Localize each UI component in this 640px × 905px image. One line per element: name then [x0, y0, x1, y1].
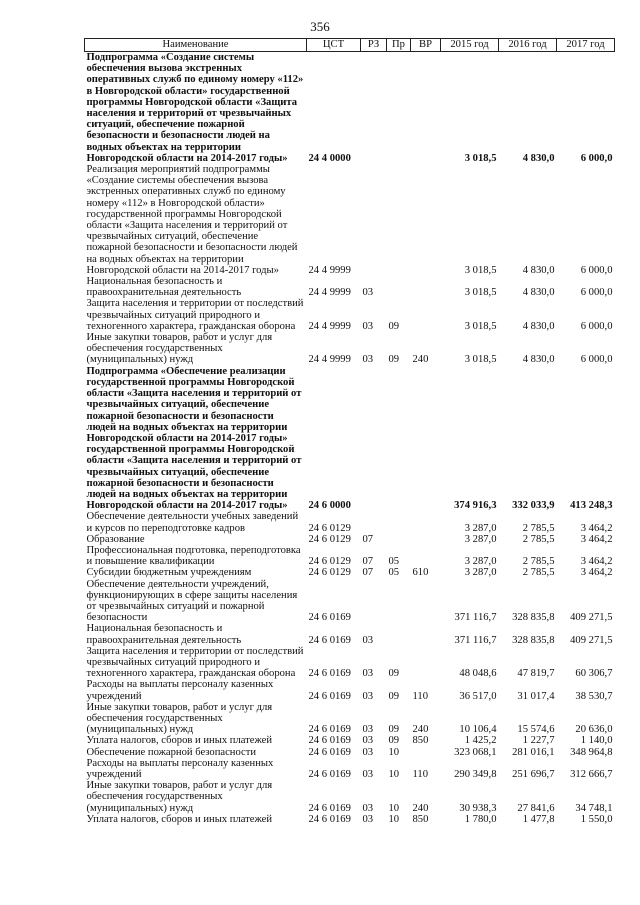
row-section: 03	[362, 668, 374, 680]
row-expense-type: 240	[412, 802, 429, 814]
row-section: 03	[362, 802, 374, 814]
row-value-2015: 3 287,0	[464, 522, 497, 534]
row-section: 03	[362, 634, 374, 646]
row-value-2016: 2 785,5	[522, 522, 555, 534]
row-name: Уплата налогов, сборов и иных платежей	[86, 735, 273, 747]
row-value-2017: 413 248,3	[570, 500, 613, 512]
row-value-2015: 3 018,5	[464, 264, 497, 276]
row-section: 03	[362, 746, 374, 758]
row-value-2015: 30 938,3	[459, 802, 497, 814]
row-section	[361, 511, 387, 533]
row-code: 24 6 0169	[308, 746, 351, 758]
row-name: Национальная безопасность и правоохранительная деятельность	[86, 276, 242, 299]
row-subsection: 10	[388, 802, 400, 814]
row-name: Расходы на выплаты персоналу казенных учреждений	[86, 679, 274, 702]
row-value-2015: 10 106,4	[459, 724, 497, 736]
row-section: 03	[362, 690, 374, 702]
row-value-2016: 4 830,0	[522, 152, 555, 164]
row-value-2016: 1 477,8	[522, 813, 555, 825]
row-value-2017: 3 464,2	[580, 556, 613, 568]
table-row	[85, 814, 615, 825]
row-value-2015: 3 287,0	[464, 533, 497, 545]
row-value-2016: 4 830,0	[522, 354, 555, 366]
header-section: РЗ	[361, 39, 387, 52]
row-value-2015: 374 916,3	[454, 500, 497, 512]
row-value-2016: 328 835,8	[512, 634, 555, 646]
row-name: Обеспечение пожарной безопасности	[86, 746, 257, 758]
row-subsection: 05	[388, 556, 400, 568]
row-value-2015: 1 780,0	[464, 813, 497, 825]
row-value-2015: 36 517,0	[459, 690, 497, 702]
row-value-2015: 3 018,5	[464, 320, 497, 332]
row-subsection	[387, 366, 411, 512]
row-value-2015: 3 287,0	[464, 567, 497, 579]
row-name: Образование	[86, 533, 145, 545]
row-value-2016: 15 574,6	[517, 724, 555, 736]
row-value-2017: 34 748,1	[575, 802, 613, 814]
row-name: Профессиональная подготовка, переподготовка и повышение квалификации	[86, 544, 301, 568]
row-expense-type	[411, 366, 441, 512]
row-section: 03	[362, 724, 374, 736]
row-section: 07	[362, 556, 374, 568]
row-value-2017: 409 271,5	[570, 612, 613, 624]
row-value-2016: 1 227,7	[522, 735, 555, 747]
row-expense-type: 850	[412, 735, 429, 747]
row-expense-type	[411, 623, 441, 645]
row-subsection	[387, 164, 411, 276]
row-expense-type	[411, 298, 441, 332]
row-subsection: 10	[388, 813, 400, 825]
row-subsection: 09	[388, 690, 400, 702]
row-code: 24 6 0129	[308, 556, 351, 568]
row-value-2015: 371 116,7	[454, 634, 497, 646]
row-value-2016: 2 785,5	[522, 556, 555, 568]
row-value-2017: 312 666,7	[570, 769, 613, 780]
table-row	[85, 511, 615, 533]
row-section: 03	[362, 320, 374, 332]
row-code: 24 6 0169	[308, 668, 351, 680]
row-expense-type	[411, 646, 441, 680]
row-subsection	[387, 534, 411, 545]
row-subsection	[387, 511, 411, 533]
table-row	[85, 164, 615, 276]
row-expense-type: 610	[412, 567, 429, 579]
row-section	[361, 52, 387, 165]
table-row	[85, 545, 615, 567]
header-name: Наименование	[85, 39, 307, 52]
row-section	[361, 164, 387, 276]
row-name: Защита населения и территории от последствий чрезвычайных ситуаций природного и техногенного характера, гражданская оборона	[86, 298, 304, 332]
table-row	[85, 623, 615, 645]
budget-table	[84, 38, 615, 825]
row-code: 24 6 0129	[308, 533, 351, 545]
table-row	[85, 534, 615, 545]
row-value-2017: 6 000,0	[580, 320, 613, 332]
row-code: 24 6 0000	[308, 500, 351, 512]
table-row	[85, 332, 615, 366]
row-name: Уплата налогов, сборов и иных платежей	[86, 813, 273, 825]
row-expense-type: 240	[412, 354, 429, 366]
row-name: Иные закупки товаров, работ и услуг для обеспечения государственных (муниципальных) нужд	[86, 332, 273, 366]
table-row	[85, 758, 615, 780]
row-value-2015: 3 287,0	[464, 556, 497, 568]
row-section: 07	[362, 567, 374, 579]
row-expense-type	[411, 276, 441, 298]
row-expense-type	[411, 579, 441, 624]
row-value-2015: 3 018,5	[464, 354, 497, 366]
header-expense-type: ВР	[411, 39, 441, 52]
row-value-2016: 47 819,7	[517, 668, 555, 680]
row-value-2016: 4 830,0	[522, 287, 555, 299]
row-section: 03	[362, 769, 374, 780]
row-code: 24 6 0169	[308, 769, 351, 780]
row-value-2017: 60 306,7	[575, 668, 613, 680]
table-row	[85, 298, 615, 332]
row-value-2016: 281 016,1	[512, 746, 555, 758]
row-section: 07	[362, 533, 374, 545]
row-name: Национальная безопасность и правоохранительная деятельность	[86, 623, 242, 646]
row-name: Защита населения и территории от последствий чрезвычайных ситуаций природного и техногенного характера, гражданская оборона	[86, 645, 304, 680]
row-code: 24 4 9999	[308, 320, 351, 332]
row-subsection	[387, 579, 411, 624]
table-row	[85, 702, 615, 736]
row-value-2017: 348 964,8	[570, 746, 613, 758]
header-code: ЦСТ	[307, 39, 361, 52]
row-code: 24 4 9999	[308, 264, 351, 276]
row-code: 24 6 0169	[308, 612, 351, 624]
row-code: 24 6 0169	[308, 735, 351, 747]
row-subsection: 09	[388, 354, 400, 366]
row-value-2017: 409 271,5	[570, 634, 613, 646]
row-name: Подпрограмма «Создание системы обеспечения вызова экстренных оперативных служб по единому номеру «112» в Новгородской области» государственной программы Новгородской области «Защита населения и территорий от чрезвычайных ситуаций, обеспечение пожарной безопасности и безопасности людей на водных объектах на территории Новгородской области на 2014-2017 годы»	[86, 52, 304, 164]
row-value-2017: 6 000,0	[580, 152, 613, 164]
header-2017: 2017 год	[557, 39, 615, 52]
row-value-2017: 20 636,0	[575, 724, 613, 736]
row-expense-type: 850	[412, 813, 429, 825]
row-name: Обеспечение деятельности учреждений, функционирующих в сфере защиты населения от чрезвычайных ситуаций и пожарной безопасности	[86, 578, 298, 624]
table-row	[85, 52, 615, 165]
table-row	[85, 579, 615, 624]
row-value-2017: 1 550,0	[580, 813, 613, 825]
table-row	[85, 747, 615, 758]
row-code: 24 4 0000	[308, 152, 351, 164]
table-row	[85, 567, 615, 578]
row-subsection	[387, 623, 411, 645]
row-value-2016: 328 835,8	[512, 612, 555, 624]
row-subsection: 10	[388, 746, 400, 758]
row-expense-type: 110	[412, 690, 428, 702]
row-expense-type	[411, 164, 441, 276]
row-value-2017: 3 464,2	[580, 533, 613, 545]
row-value-2017: 3 464,2	[580, 522, 613, 534]
row-name: Иные закупки товаров, работ и услуг для обеспечения государственных (муниципальных) нужд	[86, 780, 273, 814]
row-value-2017: 6 000,0	[580, 287, 613, 299]
table-row	[85, 646, 615, 680]
row-value-2015: 3 018,5	[464, 152, 497, 164]
row-subsection: 09	[388, 320, 400, 332]
table-row	[85, 276, 615, 298]
row-value-2016: 27 841,6	[517, 802, 555, 814]
row-name: Субсидии бюджетным учреждениям	[86, 567, 252, 579]
table-body	[85, 52, 615, 826]
row-value-2017: 6 000,0	[580, 264, 613, 276]
row-expense-type: 110	[412, 769, 428, 780]
row-section: 03	[362, 735, 374, 747]
row-name: Обеспечение деятельности учебных заведений и курсов по переподготовке кадров	[86, 511, 299, 534]
header-2015: 2015 год	[441, 39, 499, 52]
table-header-row	[85, 39, 615, 52]
row-section	[361, 366, 387, 512]
row-expense-type	[411, 545, 441, 567]
row-value-2016: 4 830,0	[522, 320, 555, 332]
row-section	[361, 579, 387, 624]
row-value-2017: 6 000,0	[580, 354, 613, 366]
row-expense-type: 240	[412, 724, 429, 736]
row-value-2015: 290 349,8	[454, 769, 497, 780]
row-subsection: 05	[388, 567, 400, 579]
page-number: 356	[310, 19, 330, 34]
row-expense-type	[411, 747, 441, 758]
row-value-2017: 38 530,7	[575, 690, 613, 702]
row-subsection	[387, 52, 411, 165]
row-value-2016: 2 785,5	[522, 567, 555, 579]
row-name: Подпрограмма «Обеспечение реализации государственной программы Новгородской области «Защита населения и территорий от чрезвычайных ситуаций, обеспечение пожарной безопасности и безопасности людей на водных объектах на территории Новгородской области на 2014-2017 годы» государственной программы Новгородской области «Защита населения и территорий от чрезвычайных ситуаций, обеспечение пожарной безопасности и безопасности людей на водных объектах на территории Новгородской области на 2014-2017 годы»	[86, 365, 302, 512]
row-subsection	[387, 276, 411, 298]
row-value-2017: 1 140,0	[580, 735, 613, 747]
row-code: 24 6 0169	[308, 802, 351, 814]
row-value-2015: 3 018,5	[464, 287, 497, 299]
row-code: 24 6 0129	[308, 522, 351, 534]
row-code: 24 6 0169	[308, 634, 351, 646]
row-value-2016: 2 785,5	[522, 533, 555, 545]
row-code: 24 6 0169	[308, 724, 351, 736]
row-subsection: 09	[388, 668, 400, 680]
row-section: 03	[362, 354, 374, 366]
row-subsection: 09	[388, 735, 400, 747]
row-value-2016: 251 696,7	[512, 769, 555, 780]
row-expense-type	[411, 534, 441, 545]
row-subsection: 09	[388, 724, 400, 736]
row-subsection: 10	[388, 769, 400, 780]
row-value-2015: 371 116,7	[454, 612, 497, 624]
row-code: 24 4 9999	[308, 287, 351, 299]
table-row	[85, 366, 615, 512]
row-section: 03	[362, 287, 374, 299]
row-name: Иные закупки товаров, работ и услуг для обеспечения государственных (муниципальных) нужд	[86, 701, 273, 736]
table-row	[85, 735, 615, 746]
header-2016: 2016 год	[499, 39, 557, 52]
row-value-2015: 1 425,2	[464, 735, 497, 747]
row-name: Реализация мероприятий подпрограммы «Создание системы обеспечения вызова экстренных оперативных служб по единому номеру «112» в Новгородской области» государственной программы Новгородской области «Защита населения и территорий от чрезвычайных ситуаций, обеспечение пожарной безопасности и безопасности людей на водных объектах на территории Новгородской области на 2014-2017 годы»	[86, 164, 298, 276]
row-value-2016: 332 033,9	[512, 500, 555, 512]
row-section: 03	[362, 813, 374, 825]
row-code: 24 6 0169	[308, 690, 351, 702]
header-subsection: Пр	[387, 39, 411, 52]
row-expense-type	[411, 511, 441, 533]
row-value-2017: 3 464,2	[580, 567, 613, 579]
table-row	[85, 780, 615, 814]
row-value-2016: 31 017,4	[517, 690, 555, 702]
row-code: 24 4 9999	[308, 354, 351, 366]
row-expense-type	[411, 52, 441, 165]
row-value-2016: 4 830,0	[522, 264, 555, 276]
table-row	[85, 679, 615, 701]
row-code: 24 6 0129	[308, 567, 351, 579]
row-name: Расходы на выплаты персоналу казенных учреждений	[86, 757, 274, 780]
row-value-2015: 48 048,6	[459, 668, 497, 680]
row-value-2015: 323 068,1	[454, 746, 497, 758]
row-code: 24 6 0169	[308, 813, 351, 825]
